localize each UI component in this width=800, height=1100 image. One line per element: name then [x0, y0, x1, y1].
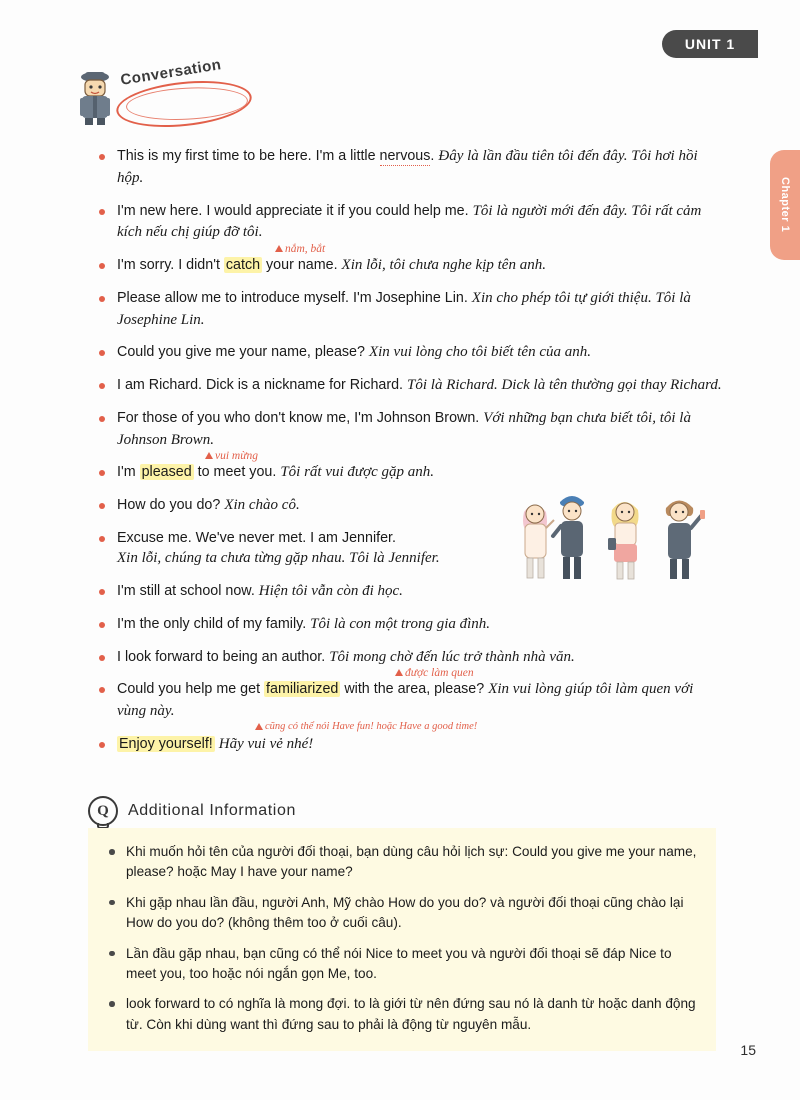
list-item: Lần đầu gặp nhau, bạn cũng có thể nói Nice to meet you và người đối thoại sẽ đáp Nice to meet you, too hoặc nói ngắn gọn Me, too.: [106, 944, 698, 985]
additional-information-title: Additional Information: [128, 802, 296, 819]
sentence-vi: Hãy vui vẻ nhé!: [218, 735, 314, 752]
sentence-en-keyword: Enjoy yourself!: [119, 735, 213, 752]
sentence-en-pre: Excuse me. We've never met. I am Jennifer.: [117, 529, 396, 546]
additional-information-box: [88, 828, 716, 1051]
sentence-en-post: to meet you.: [193, 464, 277, 481]
annotation-note: nắm, bắt: [285, 241, 325, 258]
sentence-en-pre: I'm the only child of my family.: [117, 615, 307, 632]
page-number: 15: [740, 1042, 756, 1058]
sentence-vi: Xin vui lòng giúp tôi làm quen với vùng này.: [117, 681, 694, 720]
annotation-note: được làm quen: [405, 665, 474, 682]
annotation-note: vui mừng: [215, 448, 258, 465]
sentence-vi: Tôi mong chờ đến lúc trở thành nhà văn.: [329, 648, 575, 665]
teacher-icon: [72, 68, 118, 126]
list-item: [95, 146, 725, 190]
sentence-vi: Xin chào cô.: [224, 497, 300, 513]
sentence-en-pre: For those of you who don't know me, I'm Johnson Brown.: [117, 409, 480, 426]
sentence-vi: Tôi là Richard. Dick là tên thường gọi thay Richard.: [407, 377, 722, 393]
sentence-en-pre: I am Richard. Dick is a nickname for Richard.: [117, 377, 404, 393]
sentence-en-pre: This is my first time to be here. I'm a little: [117, 148, 380, 164]
sentence-en-pre: I'm new here. I would appreciate it if you could help me.: [117, 202, 469, 219]
list-item: Khi muốn hỏi tên của người đối thoại, bạn dùng câu hỏi lịch sự: Could you give me your name, please? hoặc May I have your name?: [106, 842, 698, 883]
chapter-side-tab-label: Chapter 1: [779, 177, 791, 233]
sentence-en-pre: Could you help me get: [117, 681, 265, 698]
sentence-vi: Tôi là con một trong gia đình.: [310, 615, 491, 632]
list-item: [95, 288, 725, 332]
list-item: [95, 667, 725, 723]
sentence-en-keyword: nervous: [379, 148, 431, 164]
list-item: look forward to có nghĩa là mong đợi. to là giới từ nên đứng sau nó là danh từ hoặc danh động từ. Còn khi dùng want thì đứng sau to phải là động từ nguyên mẫu.: [106, 994, 698, 1035]
sentence-vi: Xin vui lòng cho tôi biết tên của anh.: [368, 344, 591, 361]
lightbulb-icon: [88, 796, 118, 826]
section-title: Conversation: [119, 56, 223, 89]
sentence-vi: Xin lỗi, tôi chưa nghe kịp tên anh.: [341, 257, 546, 273]
sentence-en-post: .: [430, 148, 435, 164]
sentence-vi: Xin cho phép tôi tự giới thiệu. Tôi là Josephine Lin.: [117, 289, 691, 328]
sentence-en-pre: I look forward to being an author.: [117, 648, 326, 665]
list-item: [95, 375, 725, 397]
sentence-en-pre: I'm sorry. I didn't: [117, 257, 224, 273]
sentence-vi: Tôi là người mới đến đây. Tôi rất cảm kích nếu chị giúp đỡ tôi.: [117, 202, 702, 241]
sentence-en-keyword: catch: [225, 257, 261, 273]
annotation-note: cũng có thể nói Have fun! hoặc Have a good time!: [265, 719, 477, 734]
sentence-en-keyword: familiarized: [266, 681, 339, 698]
sentence-vi: Hiện tôi vẫn còn đi học.: [258, 583, 403, 600]
sentence-en-keyword: pleased: [141, 464, 192, 481]
list-item: [95, 201, 725, 245]
list-item: [95, 614, 725, 636]
lightbulb-icon-letter: Q: [97, 802, 109, 819]
sentence-en-post: your name.: [262, 257, 338, 273]
people-illustration: [516, 478, 732, 588]
conversation-list: [95, 146, 725, 767]
sentence-en-pre: I'm: [117, 464, 140, 481]
unit-badge: UNIT 1: [662, 30, 758, 58]
additional-information-header: [88, 796, 296, 826]
sentence-vi: Đây là lần đầu tiên tôi đến đây. Tôi hơi hồi hộp.: [117, 148, 698, 186]
sentence-en-post: with the area, please?: [340, 681, 485, 698]
sentence-en-pre: I'm still at school now.: [117, 583, 255, 600]
sentence-vi: Với những bạn chưa biết tôi, tôi là Johnson Brown.: [117, 409, 691, 448]
list-item: [95, 342, 725, 364]
list-item: [95, 408, 725, 452]
sentence-en-pre: How do you do?: [117, 497, 221, 513]
list-item: [95, 243, 725, 277]
chapter-side-tab: [770, 150, 800, 260]
list-item: Khi gặp nhau lần đầu, người Anh, Mỹ chào How do you do? và người đối thoại cũng chào lại How do you do? (không thêm too ở cuối câu).: [106, 893, 698, 934]
sentence-vi: Xin lỗi, chúng ta chưa từng gặp nhau. Tôi là Jennifer.: [117, 550, 440, 567]
section-header: [72, 56, 372, 122]
sentence-en-pre: Could you give me your name, please?: [117, 344, 365, 361]
list-item: [95, 720, 725, 756]
sentence-en-pre: Please allow me to introduce myself. I'm Josephine Lin.: [117, 289, 468, 306]
sentence-vi: Tôi rất vui được gặp anh.: [280, 464, 435, 481]
